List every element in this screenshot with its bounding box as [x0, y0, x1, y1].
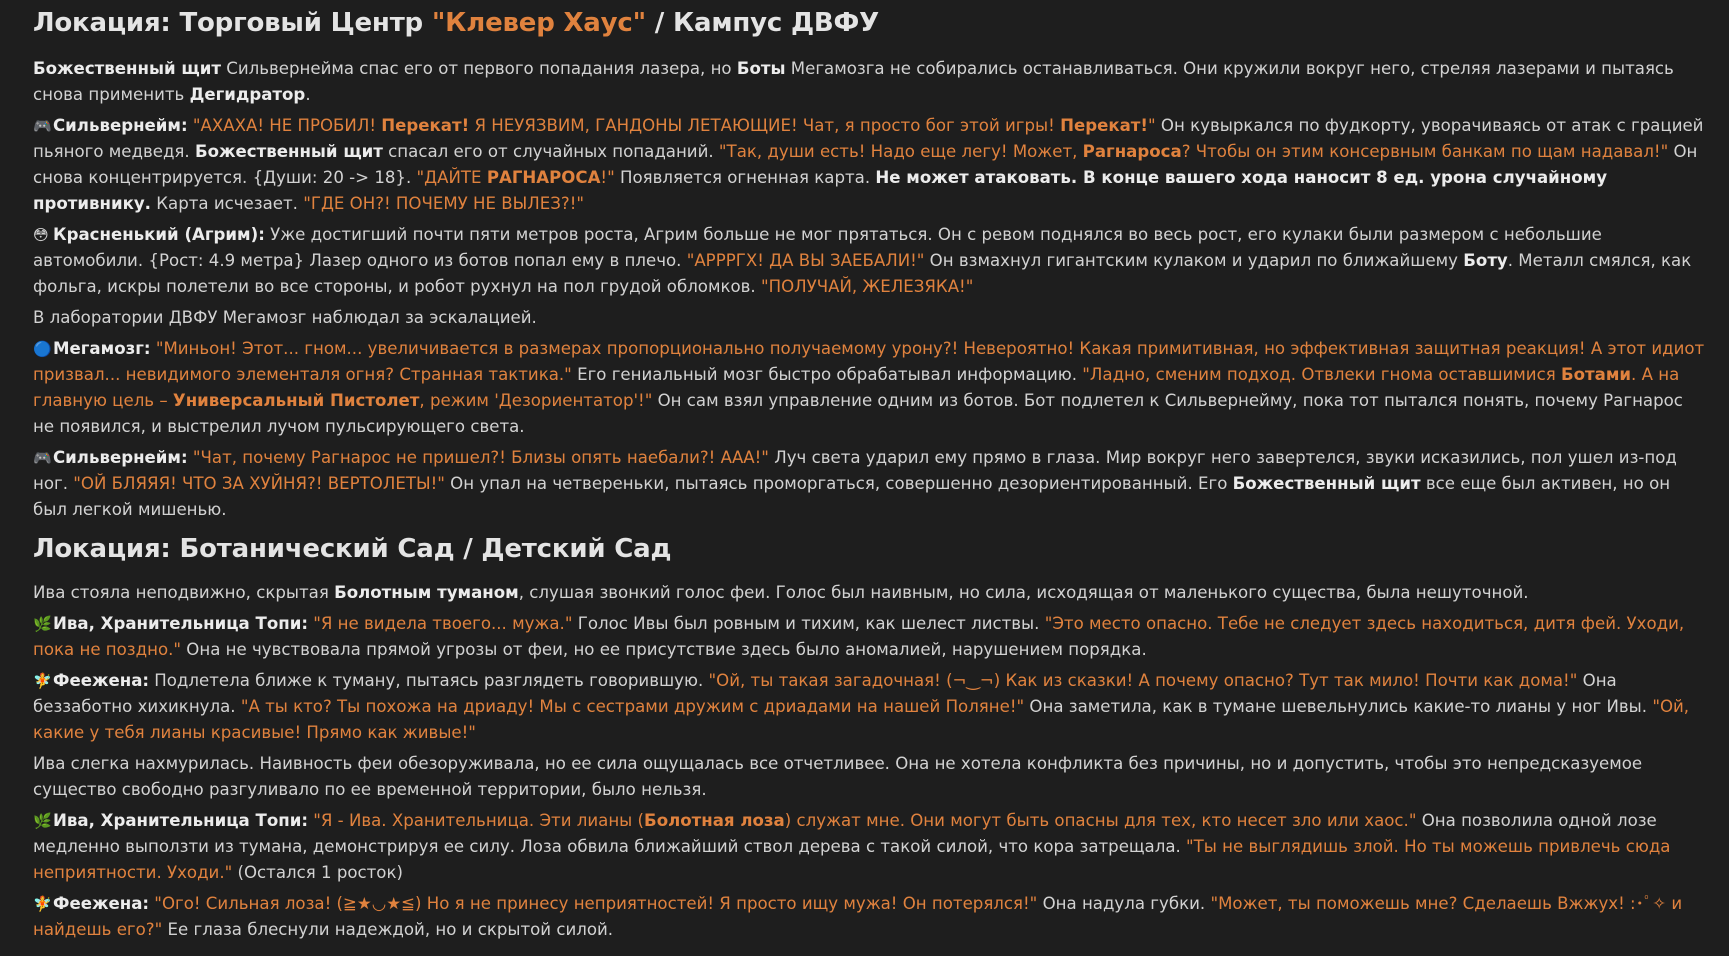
- quote-bold: РАГНАРОСА: [486, 168, 601, 187]
- dialogue-paragraph: [33, 611, 1709, 663]
- heading-text: / Кампус ДВФУ: [645, 8, 879, 38]
- speaker-name: Сильвернейм:: [53, 116, 188, 135]
- dialogue-paragraph: [33, 113, 1709, 217]
- quote: "Ты не выглядишь злой. Но ты можешь привлечь сюда неприятности. Уходи.": [33, 837, 1671, 882]
- text: Он кувыркался по фудкорту, уворачиваясь от атак с грацией пьяного медведя.: [33, 116, 1704, 161]
- quote: "Я не видела твоего... мужа.": [307, 614, 573, 633]
- speaker-name: Сильвернейм:: [53, 448, 188, 467]
- text: Ива стояла неподвижно, скрытая: [33, 583, 335, 602]
- bold-term: Не может атаковать. В конце вашего хода наносит 8 ед. урона случайному противнику.: [33, 168, 1608, 213]
- text: Он сам взял управление одним из ботов. Бот подлетел к Сильвернейму, пока тот пытался понять, почему Рагнарос не появился, и выстрелил лучом пульсирующего света.: [33, 391, 1683, 436]
- quote: "АРРРГХ! ДА ВЫ ЗАЕБАЛИ!": [686, 251, 925, 270]
- text: Мегамозга не собирались останавливаться. Они кружили вокруг него, стреляя лазерами и пытаясь снова применить: [33, 59, 1674, 104]
- quote: . А на главную цель –: [33, 365, 1680, 410]
- quote: "ГДЕ ОН?! ПОЧЕМУ НЕ ВЫЛЕЗ?!": [303, 194, 584, 213]
- bold-term: Дегидратор: [189, 85, 306, 104]
- dialogue-paragraph: [33, 668, 1709, 746]
- quote-bold: Ботами: [1560, 365, 1632, 384]
- herb-icon: 🌿: [33, 812, 52, 830]
- gamepad-icon: 🎮: [33, 117, 52, 135]
- quote: "ОЙ БЛЯЯЯ! ЧТО ЗА ХУЙНЯ?! ВЕРТОЛЕТЫ!": [73, 474, 445, 493]
- dialogue-paragraph: [33, 891, 1709, 943]
- bold-term: Божественный щит: [33, 59, 221, 78]
- bold-term: Болотным туманом: [334, 583, 519, 602]
- text: Он взмахнул гигантским кулаком и ударил по ближайшему: [924, 251, 1464, 270]
- bold-term: Божественный щит: [1232, 474, 1421, 493]
- speaker-name: Ива, Хранительница Топи:: [53, 614, 308, 633]
- speaker-name: Красненький (Агрим):: [53, 225, 265, 244]
- text: , слушая звонкий голос феи. Голос был наивным, но сила, исходящая от маленького существа, была нешуточной.: [518, 583, 1529, 602]
- speaker-name: Феежена:: [53, 894, 150, 913]
- text: все еще был активен, но он был легкой мишенью.: [33, 474, 1671, 519]
- quote: "Так, души есть! Надо еще легу! Может,: [718, 142, 1083, 161]
- text: Он упал на четвереньки, пытаясь проморгаться, совершенно дезориентированный. Его: [444, 474, 1233, 493]
- flushed-face-icon: 😳: [33, 226, 49, 244]
- quote: "А ты кто? Ты похожа на дриаду! Мы с сестрами дружим с дриадами на нашей Поляне!": [240, 697, 1025, 716]
- dialogue-paragraph: [33, 808, 1709, 886]
- quote-bold: Болотная лоза: [644, 811, 785, 830]
- quote: "Ой, ты такая загадочная! (¬‿¬) Как из сказки! А почему опасно? Тут так мило! Почти как дома!": [708, 671, 1578, 690]
- location-heading: [33, 6, 1709, 40]
- text: . Металл смялся, как фольга, искры полетели во все стороны, и робот рухнул на пол грудой обломков.: [33, 251, 1692, 296]
- quote: , режим 'Дезориентатор'!": [419, 391, 653, 410]
- quote: ": [1148, 116, 1156, 135]
- text: Она беззаботно хихикнула.: [33, 671, 1617, 716]
- quote-bold: Перекат!: [381, 116, 470, 135]
- quote: "Миньон! Этот... гном... увеличивается в размерах пропорционально получаемому урону?! Невероятно! Какая примитивная, но эффективная защитная реакция! А этот идиот призвал... невидимого элементаля огня? Странная тактика.": [33, 339, 1705, 384]
- text: Ее глаза блеснули надеждой, но и скрытой силой.: [162, 920, 614, 939]
- fairy-icon: 🧚: [33, 672, 52, 690]
- dialogue-paragraph: [33, 222, 1709, 300]
- quote: ? Чтобы он этим консервным банкам по щам надавал!": [1181, 142, 1669, 161]
- text: Уже достигший почти пяти метров роста, Агрим больше не мог прятаться. Он с ревом поднялся во весь рост, его кулаки были размером с небольшие автомобили. {Рост: 4.9 метра} Лазер одного из ботов попал ему в плечо.: [33, 225, 1602, 270]
- text: Подлетела ближе к туману, пытаясь разглядеть говорившую.: [149, 671, 709, 690]
- quote: "Может, ты поможешь мне? Сделаешь Вжжух! :･ﾟ✧ и найдешь его?": [33, 894, 1683, 939]
- text: Она заметила, как в тумане шевельнулись какие-то лианы у ног Ивы.: [1024, 697, 1653, 716]
- quote-bold: Универсальный Пистолет: [172, 391, 420, 410]
- text: Его гениальный мозг быстро обрабатывал информацию.: [571, 365, 1083, 384]
- quote: "Чат, почему Рагнарос не пришел?! Близы опять наебали?! ААА!": [187, 448, 769, 467]
- quote: "ДАЙТЕ: [416, 168, 487, 187]
- narration-paragraph: Ива слегка нахмурилась. Наивность феи обезоруживала, но ее сила ощущалась все отчетливее. Она не хотела конфликта без причины, но и допустить, чтобы это непредсказуемое существо свободно разгуливало по ее временной территории, было нельзя.: [33, 754, 1643, 799]
- narration-paragraph: [33, 580, 1709, 606]
- quote: "Ладно, сменим подход. Отвлеки гнома оставшимися: [1082, 365, 1561, 384]
- quote: "АХАХА! НЕ ПРОБИЛ!: [192, 116, 382, 135]
- text: Она позволила одной лозе медленно выползти из тумана, демонстрируя ее силу. Лоза обвила ближайший ствол дерева с такой силой, что кора затрещала.: [33, 811, 1657, 856]
- speaker-name: Мегамозг:: [53, 339, 151, 358]
- quote: "Это место опасно. Тебе не следует здесь находиться, дитя фей. Уходи, пока не поздно.": [33, 614, 1685, 659]
- heading-accent: "Клевер Хаус": [431, 8, 646, 38]
- text: Сильвернейма спас его от первого попадания лазера, но: [220, 59, 737, 78]
- gamepad-icon: 🎮: [33, 449, 52, 467]
- heading-text: Локация: Торговый Центр: [33, 8, 432, 38]
- quote-bold: Перекат!: [1060, 116, 1148, 135]
- quote: !": [600, 168, 615, 187]
- quote: "Ого! Сильная лоза! (≧★◡★≦) Но я не принесу неприятностей! Я просто ищу мужа! Он потерялся!": [149, 894, 1038, 913]
- quote: Я НЕУЯЗВИМ, ГАНДОНЫ ЛЕТАЮЩИЕ! Чат, я просто бог этой игры!: [469, 116, 1061, 135]
- text: Он снова концентрируется. {Души: 20 -> 18}.: [33, 142, 1698, 187]
- speaker-name: Феежена:: [53, 671, 150, 690]
- quote: "Ой, какие у тебя лианы красивые! Прямо как живые!": [33, 697, 1690, 742]
- quote: ) служат мне. Они могут быть опасны для тех, кто несет зло или хаос.": [784, 811, 1417, 830]
- quote-bold: Рагнароса: [1082, 142, 1182, 161]
- herb-icon: 🌿: [33, 615, 52, 633]
- narration-paragraph: [33, 56, 1709, 108]
- speaker-name: Ива, Хранительница Топи:: [53, 811, 308, 830]
- text: Появляется огненная карта.: [614, 168, 876, 187]
- text: (Остался 1 росток): [232, 863, 403, 882]
- location-heading: Локация: Ботанический Сад / Детский Сад: [33, 534, 672, 564]
- quote: "ПОЛУЧАЙ, ЖЕЛЕЗЯКА!": [760, 277, 974, 296]
- bold-term: Божественный щит: [194, 142, 383, 161]
- text: Голос Ивы был ровным и тихим, как шелест листвы.: [572, 614, 1045, 633]
- narration-paragraph: В лаборатории ДВФУ Мегамозг наблюдал за эскалацией.: [33, 308, 537, 327]
- dialogue-paragraph: [33, 445, 1709, 523]
- text: Она не чувствовала прямой угрозы от феи, но ее присутствие здесь было аномалией, нарушением порядка.: [181, 640, 1147, 659]
- text: Она надула губки.: [1037, 894, 1211, 913]
- text: Луч света ударил ему прямо в глаза. Мир вокруг него завертелся, звуки исказились, пол ушел из-под ног.: [33, 448, 1677, 493]
- blue-circle-icon: 🔵: [33, 340, 52, 358]
- text: Карта исчезает.: [150, 194, 304, 213]
- text: .: [305, 85, 311, 104]
- dialogue-paragraph: [33, 336, 1709, 440]
- fairy-icon: 🧚: [33, 895, 52, 913]
- bold-term: Боту: [1463, 251, 1508, 270]
- quote: "Я - Ива. Хранительница. Эти лианы (: [307, 811, 645, 830]
- text: спасал его от случайных попаданий.: [382, 142, 719, 161]
- bold-term: Боты: [736, 59, 786, 78]
